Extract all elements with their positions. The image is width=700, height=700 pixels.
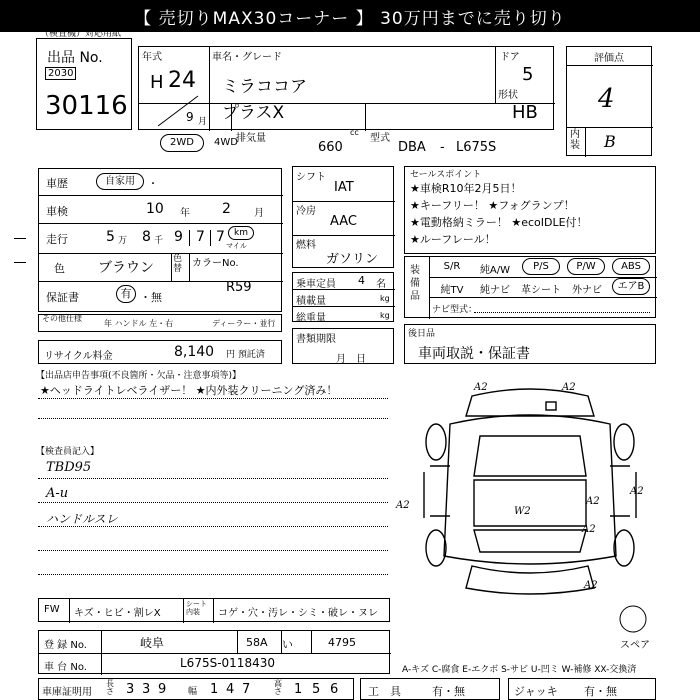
- sheet-subtitle: （検査機）対応用紙: [40, 29, 122, 39]
- cert-label: 車庫証明用: [42, 687, 92, 698]
- reg-place: 岐阜: [140, 636, 165, 650]
- jack-value: 有・無: [584, 685, 617, 698]
- recycle-unit: 円 預託済: [226, 350, 265, 360]
- year-value: 24: [168, 68, 196, 93]
- mileage-sen: 8: [142, 229, 151, 245]
- width-label: 幅: [188, 687, 198, 697]
- damage-mark-2: A2: [562, 382, 576, 393]
- inspect-label: 車検: [46, 205, 68, 218]
- fuel-label: 燃料: [296, 240, 316, 251]
- recycle-label: リサイクル料金: [44, 351, 113, 362]
- lot-label: 出品 No.: [47, 50, 103, 66]
- warranty-yes: 有: [116, 285, 136, 303]
- damage-mark-8: A2: [584, 580, 598, 591]
- inspector-title: 【検査員記入】: [36, 447, 100, 457]
- load-unit: kg: [380, 294, 390, 303]
- type-prefix: DBA: [398, 140, 426, 155]
- month-unit: 月: [198, 117, 208, 127]
- mileage-man-unit: 万: [118, 236, 128, 246]
- color-label: 色: [54, 262, 65, 275]
- inspector-note-3: ハンドルスレ: [46, 512, 118, 526]
- type-value: L675S: [456, 140, 497, 155]
- equip-alloy: 純A/W: [479, 265, 511, 276]
- len-label: 長さ: [106, 679, 114, 696]
- warranty-no: ・無: [140, 291, 162, 304]
- shape-label: 形状: [498, 90, 518, 101]
- fw-label: FW: [44, 604, 60, 615]
- navi-label: ナビ型式：: [432, 305, 478, 315]
- handle-label: 年 ハンドル 左・右: [104, 319, 174, 328]
- reg-class: 58A: [246, 636, 268, 649]
- aircon-value: AAC: [330, 214, 357, 229]
- height-digit-3: 6: [330, 682, 339, 697]
- banner-title: 【 売切りMAX30コーナー 】 30万円までに売り切り: [0, 0, 700, 32]
- car-name: ミラココア: [222, 77, 307, 97]
- mileage-sen-unit: 千: [154, 236, 164, 246]
- history-dot: ・: [148, 179, 158, 190]
- equip-navi: 純ナビ: [480, 285, 510, 296]
- width-digit-3: 7: [242, 682, 251, 697]
- capacity-unit: 名: [376, 279, 386, 290]
- disp-value: 660: [318, 140, 343, 155]
- fw-text: キズ・ヒビ・割レX: [74, 608, 161, 619]
- reg-label: 登 録 No.: [44, 640, 87, 651]
- damage-legend: A-キズ C-腐食 E-エクボ S-サビ U-凹ミ W-補修 XX-交換済: [402, 665, 637, 675]
- mileage-digit-3: 7: [216, 229, 225, 245]
- disp-unit: cc: [350, 128, 359, 137]
- sales-line-3: ★電動格納ミラー！ ★ecoIDLE付！: [410, 216, 588, 229]
- weight-label: 総重量: [296, 313, 326, 324]
- recycle-value: 8,140: [174, 344, 215, 360]
- score-value: 4: [598, 84, 615, 114]
- drive-2wd: 2WD: [160, 134, 204, 152]
- score-label: 評価点: [594, 53, 624, 64]
- len-digit-3: 9: [158, 682, 167, 697]
- mileage-digit-1: 9: [174, 229, 183, 245]
- sales-label: セールスポイント: [410, 170, 482, 180]
- shift-value: IAT: [334, 180, 354, 195]
- lot-code: 2030: [45, 67, 76, 80]
- mileage-man: 5: [106, 229, 115, 245]
- inspect-year: 10: [146, 201, 164, 217]
- chassis-value: L675S-0118430: [180, 656, 275, 670]
- car-damage-diagram: [410, 376, 650, 606]
- seat-text: コゲ・穴・汚レ・シミ・破レ・ヌレ: [218, 608, 378, 619]
- shape-value: HB: [512, 102, 538, 123]
- shift-label: シフト: [296, 172, 326, 183]
- seat-label: シート内装: [186, 600, 207, 616]
- fuel-value: ガソリン: [326, 252, 379, 267]
- equip-ps: P/S: [522, 258, 560, 275]
- width-digit-2: 4: [226, 682, 235, 697]
- history-value: 自家用: [96, 173, 144, 190]
- tools-value: 有・無: [432, 685, 465, 698]
- interior-label: 内装: [570, 129, 580, 151]
- spare-tire-icon: [618, 604, 648, 634]
- reg-number: 4795: [328, 636, 356, 649]
- load-label: 積載量: [296, 296, 326, 307]
- warranty-label: 保証書: [46, 291, 79, 304]
- year-slash: [152, 94, 208, 128]
- equip-abs: ABS: [612, 258, 650, 275]
- later-value: 車両取説・保証書: [418, 346, 530, 362]
- remarks-title: 【出品店申告事項(不良箇所・欠品・注意事項等)】: [36, 371, 242, 381]
- history-label: 車歴: [46, 177, 68, 190]
- drive-4wd: 4WD: [214, 137, 238, 148]
- len-digit-2: 3: [142, 682, 151, 697]
- year-label: 年式: [142, 52, 162, 63]
- equip-ext-navi: 外ナビ: [572, 285, 602, 296]
- spec-label: その他仕様: [42, 314, 82, 323]
- month-value: 9: [186, 110, 194, 124]
- jack-label: ジャッキ: [514, 685, 558, 698]
- mileage-mile: マイル: [226, 242, 247, 250]
- reg-kana: い: [282, 638, 293, 651]
- dealer-label: ディーラー・並行: [212, 319, 276, 328]
- lot-box: [36, 38, 132, 130]
- width-digit-1: 1: [210, 682, 219, 697]
- height-digit-1: 1: [294, 682, 303, 697]
- sales-line-2: ★キーフリー！ ★フォグランプ！: [410, 199, 575, 212]
- equip-sr: S/R: [443, 261, 461, 272]
- inspect-year-unit: 年: [180, 208, 190, 219]
- spare-label: スペア: [620, 640, 650, 651]
- color-no-label: カラーNo.: [192, 258, 239, 269]
- height-label: 高さ: [274, 679, 282, 696]
- aircon-label: 冷房: [296, 206, 316, 217]
- equip-leather: 革シート: [521, 285, 561, 296]
- sales-line-4: ★ルーフレール！: [410, 233, 496, 246]
- color-no-value: R59: [226, 280, 252, 295]
- damage-mark-7: A2: [582, 524, 596, 535]
- len-digit-1: 3: [126, 682, 135, 697]
- lot-number: 30116: [45, 91, 128, 121]
- inspect-month: 2: [222, 201, 231, 217]
- type-label: 型式: [370, 133, 390, 144]
- door-value: 5: [522, 64, 534, 85]
- damage-mark-5: A2: [586, 496, 600, 507]
- inspector-note-1: TBD95: [46, 460, 92, 475]
- disp-label: 排気量: [236, 133, 266, 144]
- capacity-label: 乗車定員: [296, 279, 336, 290]
- capacity-value: 4: [358, 274, 365, 287]
- mileage-label: 走行: [46, 233, 68, 246]
- remarks-line-1: ★ヘッドライトレベライザー！ ★内外装クリーニング済み！: [40, 384, 338, 397]
- equip-tv: 純TV: [440, 285, 464, 296]
- docs-unit: 月 日: [336, 354, 366, 365]
- later-label: 後日品: [408, 329, 436, 339]
- color-value: ブラウン: [98, 260, 154, 276]
- chassis-label: 車 台 No.: [44, 662, 87, 673]
- interior-value: B: [604, 132, 616, 151]
- weight-unit: kg: [380, 311, 390, 320]
- damage-mark-4: W2: [514, 506, 531, 517]
- type-separator: -: [440, 140, 445, 155]
- color-change-label: 色替: [173, 254, 183, 274]
- damage-mark-1: A2: [474, 382, 488, 393]
- equip-airbag: エアB: [612, 278, 650, 295]
- mileage-digit-2: 7: [196, 229, 205, 245]
- car-name-label: 車名・グレード: [212, 52, 282, 63]
- year-era: H: [150, 72, 164, 93]
- height-digit-2: 5: [312, 682, 321, 697]
- docs-label: 書類期限: [296, 334, 336, 345]
- inspect-month-unit: 月: [254, 208, 264, 219]
- equip-label: 装備品: [410, 265, 420, 302]
- equip-pw: P/W: [567, 258, 605, 275]
- damage-mark-3: A2: [396, 500, 410, 511]
- sales-line-1: ★車検R10年2月5日！: [410, 182, 522, 195]
- tools-label: 工 具: [368, 685, 401, 698]
- grade: プラスX: [222, 103, 285, 123]
- inspector-note-2: A-u: [46, 486, 69, 501]
- door-label: ドア: [500, 52, 520, 63]
- damage-mark-6: A2: [630, 486, 644, 497]
- mileage-km: km: [228, 226, 254, 240]
